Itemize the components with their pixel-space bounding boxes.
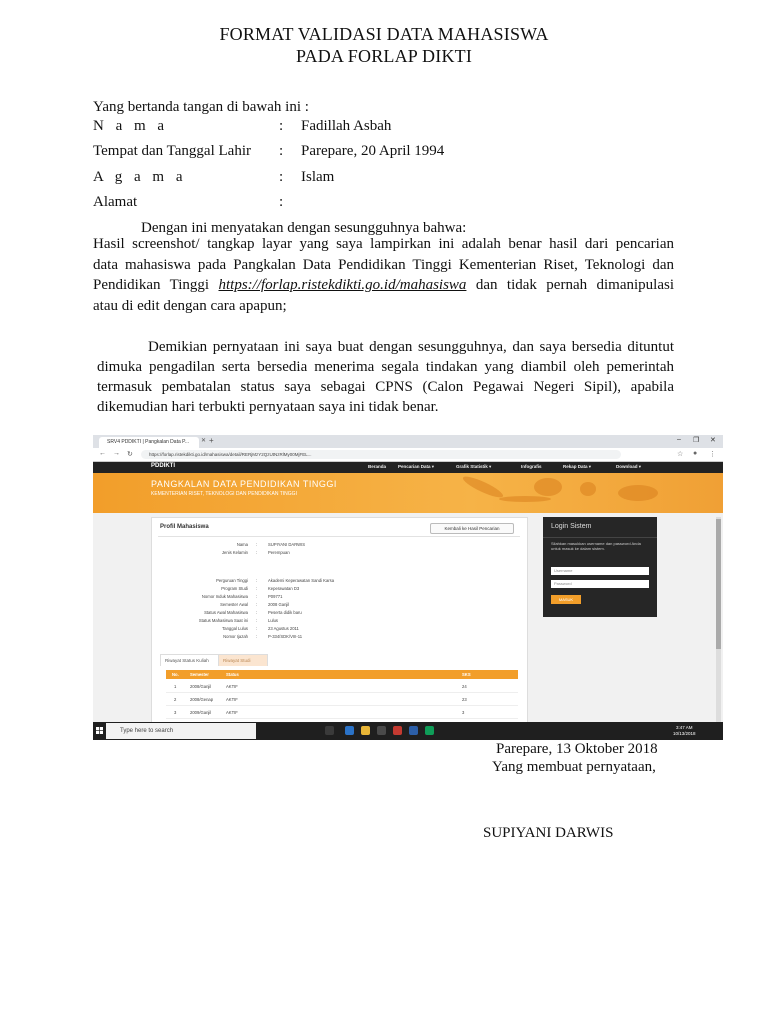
nav-rekap-data[interactable]: Rekap Data ▾	[563, 464, 592, 469]
reload-icon[interactable]: ↻	[127, 451, 133, 458]
nav-download[interactable]: Download ▾	[616, 464, 642, 469]
profile-colon: :	[256, 578, 258, 583]
cell-no: 1	[174, 684, 177, 689]
profile-value: 2008 Ganjil	[268, 602, 290, 607]
profile-colon: :	[256, 634, 258, 639]
table-row	[166, 680, 518, 693]
paragraph1-line3	[93, 275, 674, 296]
chrome-icon[interactable]	[425, 726, 434, 735]
clock-date: 10/13/2018	[673, 731, 696, 736]
login-button[interactable]: MASUK	[551, 595, 581, 604]
cell-semester: 2008/Genap	[190, 697, 214, 702]
cell-no: 3	[174, 710, 177, 715]
close-tab-icon[interactable]: ✕	[201, 438, 207, 444]
profile-key: Status Awal Mahasiswa	[204, 610, 248, 615]
site-banner	[93, 473, 723, 513]
paragraph2-line2: dimuka pengadilan serta bersedia menerima segala tindakan yang diambil oleh pemerintah	[97, 359, 674, 375]
profile-key: Perguruan Tinggi	[216, 578, 248, 583]
field-row-agama	[93, 169, 693, 189]
profile-value: Perempuan	[268, 550, 290, 555]
back-to-search-button[interactable]: Kembali ke Hasil Pencarian	[430, 523, 514, 534]
profile-value: Akademi Keperawatan Sandi Karsa	[268, 578, 335, 583]
paragraph2-line4: dikemudian hari terbukti pernyataan saya ini tidak benar.	[97, 399, 439, 415]
taskbar-search-input[interactable]: Type here to search	[106, 723, 256, 739]
profile-colon: :	[256, 594, 258, 599]
divider	[158, 536, 520, 537]
cell-sks: 24	[462, 684, 467, 689]
profile-value: Peserta didik baru	[268, 610, 302, 615]
panel-title: Profil Mahasiswa	[160, 524, 209, 530]
field-colon: :	[279, 143, 284, 159]
maximize-icon[interactable]: ❐	[693, 437, 700, 444]
taskbar-clock[interactable]	[673, 725, 696, 737]
edge-icon[interactable]	[345, 726, 354, 735]
pddikti-logo[interactable]: PDDIKTI	[151, 463, 175, 469]
place-date: Parepare, 13 Oktober 2018	[496, 741, 658, 757]
profile-value: P09771	[268, 594, 283, 599]
header-semester: Semester	[190, 672, 209, 677]
banner-title: PANGKALAN DATA PENDIDIKAN TINGGI	[151, 479, 337, 489]
field-label: Tempat dan Tanggal Lahir	[93, 143, 251, 159]
forward-icon[interactable]: →	[113, 450, 120, 457]
cell-status: AKTIF	[226, 697, 238, 702]
cell-status: AKTIF	[226, 684, 238, 689]
menu-icon[interactable]: ⋮	[709, 451, 716, 458]
field-label: A g a m a	[93, 169, 187, 185]
nav-beranda[interactable]: Beranda	[368, 464, 387, 469]
profile-colon: :	[256, 610, 258, 615]
browser-addressbar	[93, 448, 723, 462]
field-colon: :	[279, 169, 284, 185]
star-icon[interactable]: ☆	[677, 451, 684, 458]
password-input[interactable]: Password	[551, 580, 649, 588]
tab-riwayat-studi[interactable]: Riwayat Studi	[218, 654, 268, 666]
tab-riwayat-status-kuliah[interactable]: Riwayat Status Kuliah	[160, 654, 224, 666]
profile-value: Lulus	[268, 618, 279, 623]
task-view-icon[interactable]	[325, 726, 334, 735]
field-colon: :	[279, 118, 284, 134]
field-value: Parepare, 20 April 1994	[301, 143, 445, 159]
profile-colon: :	[256, 602, 258, 607]
app-icon[interactable]	[393, 726, 402, 735]
banner-subtitle: KEMENTERIAN RISET, TEKNOLOGI DAN PENDIDIKAN TINGGI	[151, 491, 297, 497]
paragraph1-line3-pre: Pendidikan Tinggi	[93, 277, 210, 293]
cell-sks: 3	[462, 710, 465, 715]
nav-grafik-statistik[interactable]: Grafik Statistik ▾	[456, 464, 492, 469]
profile-value: Keperawatan D3	[268, 586, 300, 591]
login-panel	[543, 517, 657, 617]
username-input[interactable]: Username	[551, 567, 649, 575]
back-icon[interactable]: ←	[99, 450, 106, 457]
minimize-icon[interactable]: –	[677, 436, 681, 443]
field-label: N a m a	[93, 118, 169, 134]
file-explorer-icon[interactable]	[361, 726, 370, 735]
paragraph1-line4: atau di edit dengan cara apapun;	[93, 298, 287, 314]
field-value: Islam	[301, 169, 335, 185]
windows-taskbar	[93, 722, 723, 740]
clock-time: 3:47 AM	[676, 725, 693, 730]
profile-colon: :	[256, 626, 258, 631]
new-tab-icon[interactable]: +	[209, 436, 214, 445]
profile-key: Tanggal Lulus	[222, 626, 248, 631]
cell-no: 2	[174, 697, 177, 702]
field-row-nama	[93, 118, 693, 138]
signer-role: Yang membuat pernyataan,	[492, 759, 656, 775]
profile-value: P-334/SDK/VIII-11	[268, 634, 303, 639]
forlap-screenshot	[93, 435, 723, 740]
paragraph1-line1: Hasil screenshot/ tangkap layar yang saya lampirkan ini adalah benar hasil dari pencarian	[93, 236, 674, 252]
paragraph1-line2: data mahasiswa pada Pangkalan Data Pendidikan Tinggi Kementerian Riset, Teknologi dan	[93, 257, 674, 273]
windows-start-icon[interactable]	[96, 727, 103, 734]
store-icon[interactable]	[377, 726, 386, 735]
paragraph2-line1: Demikian pernyataan ini saya buat dengan sesungguhnya, dan saya bersedia dituntut	[148, 339, 674, 355]
close-window-icon[interactable]: ✕	[710, 437, 716, 444]
table-row	[166, 706, 518, 719]
nav-infografis[interactable]: Infografis	[521, 464, 542, 469]
site-navbar	[93, 462, 723, 473]
cell-semester: 2009/Ganjil	[190, 710, 212, 715]
divider	[543, 537, 657, 538]
field-value: Fadillah Asbah	[301, 118, 392, 134]
profile-colon: :	[256, 550, 258, 555]
table-header	[166, 670, 518, 679]
profile-colon: :	[256, 618, 258, 623]
profile-key: Nama	[236, 542, 248, 547]
document-title-line1: FORMAT VALIDASI DATA MAHASISWA	[219, 24, 549, 44]
profil-mahasiswa-panel	[151, 517, 528, 740]
url-field[interactable]: https://forlap.ristekdikti.go.id/mahasiswa/detail/RERjMzY2QzUtNzRlMy00MjFEL...	[141, 450, 621, 459]
statement-lead: Dengan ini menyatakan dengan sesungguhnya bahwa:	[141, 220, 467, 236]
profile-colon: :	[256, 542, 258, 547]
cell-semester: 2008/Ganjil	[190, 684, 212, 689]
login-title: Login Sistem	[551, 523, 592, 530]
field-row-ttl	[93, 143, 693, 163]
document-title-line2: PADA FORLAP DIKTI	[295, 46, 473, 66]
profile-value: SUPIYANI DARWIS	[268, 542, 306, 547]
table-row	[166, 693, 518, 706]
profile-key: Program Studi	[221, 586, 248, 591]
profile-icon[interactable]: ●	[693, 450, 698, 457]
profile-colon: :	[256, 586, 258, 591]
browser-tabbar	[93, 435, 723, 448]
field-colon: :	[279, 194, 284, 210]
browser-tab[interactable]: SRV4 PDDIKTI | Pangkalan Data P...	[99, 437, 199, 448]
cell-status: AKTIF	[226, 710, 238, 715]
header-status: Status	[226, 672, 239, 677]
nav-pencarian-data[interactable]: Pencarian Data ▾	[398, 464, 435, 469]
field-row-alamat	[93, 194, 693, 214]
profile-key: Nomor Induk Mahasiswa	[201, 594, 248, 599]
field-label: Alamat	[93, 194, 138, 210]
word-icon[interactable]	[409, 726, 418, 735]
profile-key: Semester Awal	[220, 602, 248, 607]
profile-key: Jenis Kelamin	[221, 550, 248, 555]
cell-sks: 23	[462, 697, 467, 702]
paragraph2-line3: termasuk pembatalan status saya sebagai CPNS (Calon Pegawai Negeri Sipil), apabila	[97, 379, 674, 395]
indonesia-map-icon	[453, 473, 673, 513]
profile-value: 23 Agustus 2011	[268, 626, 299, 631]
paragraph1-line3-post: dan tidak pernah dimanipulasi	[475, 277, 674, 293]
intro-text: Yang bertanda tangan di bawah ini :	[93, 99, 309, 115]
header-sks: SKS	[462, 672, 471, 677]
scrollbar-thumb[interactable]	[716, 519, 721, 649]
signer-name: SUPIYANI DARWIS	[483, 825, 614, 841]
profile-key: Nomor Ijazah	[223, 634, 248, 639]
forlap-link[interactable]: https://forlap.ristekdikti.go.id/mahasiswa	[218, 277, 467, 293]
header-no: No.	[172, 672, 179, 677]
login-instructions: Silahkan masukkan username dan password Anda untuk masuk ke dalam sistem.	[551, 541, 641, 551]
profile-key: Status Mahasiswa Saat ini	[198, 618, 248, 623]
